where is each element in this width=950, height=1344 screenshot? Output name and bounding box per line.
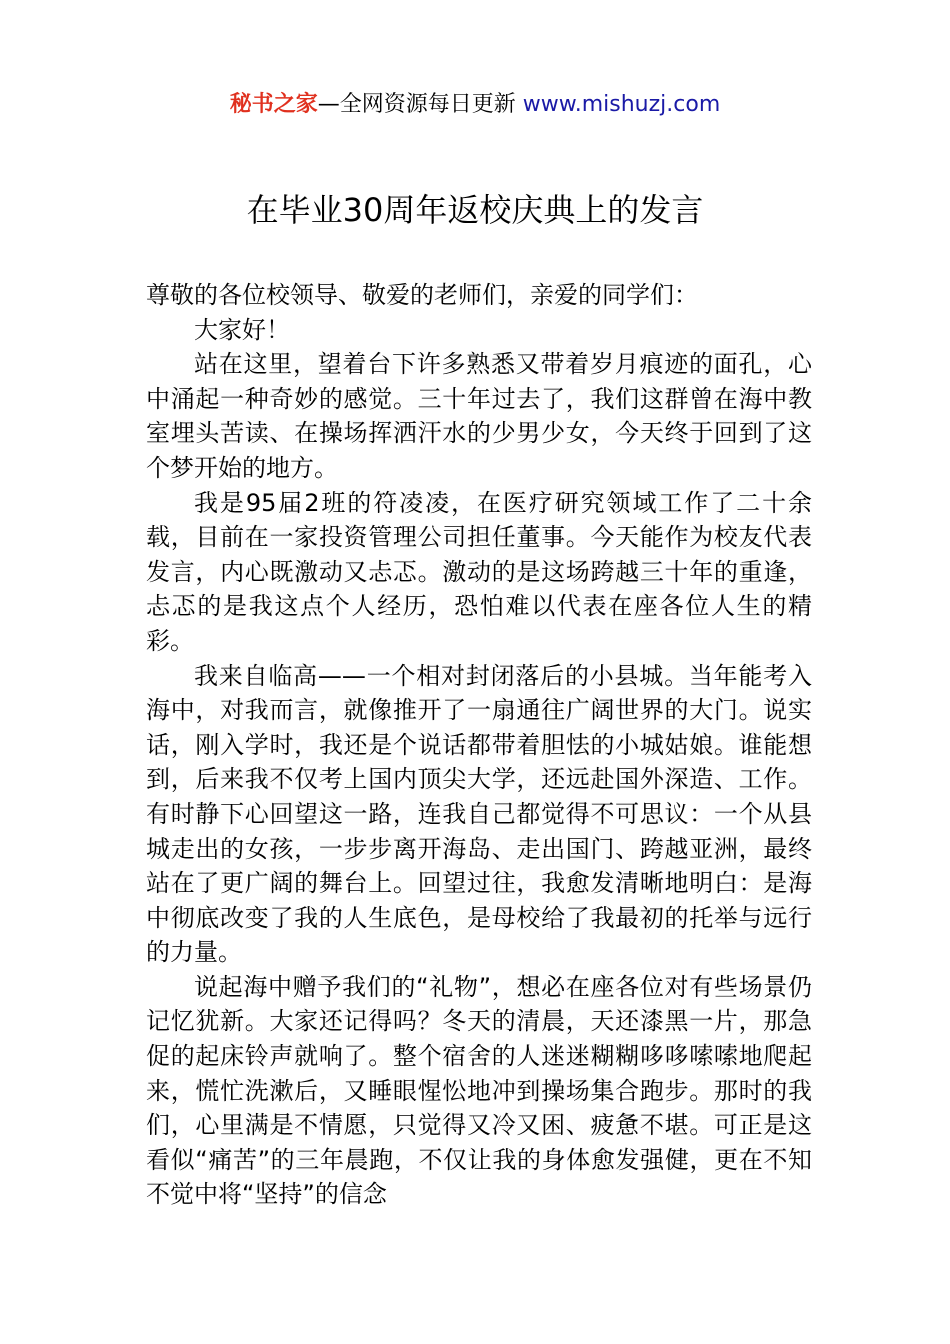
site-tagline: —全网资源每日更新: [317, 92, 516, 117]
paragraph: 站在这里，望着台下许多熟悉又带着岁月痕迹的面孔，心中涌起一种奇妙的感觉。三十年过去了，我们这群曾在海中教室埋头苦读、在操场挥洒汗水的少男少女，今天终于回到了这个梦开始的地方。: [146, 350, 812, 482]
paragraph: 我是95届2班的符凌凌，在医疗研究领域工作了二十余载，目前在一家投资管理公司担任董事。今天能作为校友代表发言，内心既激动又忐忑。激动的是这场跨越三十年的重逢，忐忑的是我这点个人经历，恐怕难以代表在座各位人生的精彩。: [146, 488, 812, 655]
paragraph: 我来自临高——一个相对封闭落后的小县城。当年能考入海中，对我而言，就像推开了一扇通往广阔世界的大门。说实话，刚入学时，我还是个说话都带着胆怯的小城姑娘。谁能想到，后来我不仅考上国内顶尖大学，还远赴国外深造、工作。有时静下心回望这一路，连我自己都觉得不可思议：一个从县城走出的女孩，一步步离开海岛、走出国门、跨越亚洲，最终站在了更广阔的舞台上。回望过往，我愈发清晰地明白：是海中彻底改变了我的人生底色，是母校给了我最初的托举与远行的力量。: [146, 661, 812, 967]
site-header: [0, 88, 950, 122]
document-body: [146, 278, 812, 1212]
site-brand: 秘书之家: [229, 92, 318, 117]
document-title: 在毕业30周年返校庆典上的发言: [246, 191, 704, 229]
site-url-link[interactable]: www.mishuzj.com: [522, 92, 721, 117]
paragraph: 说起海中赠予我们的“礼物”，想必在座各位对有些场景仍记忆犹新。大家还记得吗？冬天的清晨，天还漆黑一片，那急促的起床铃声就响了。整个宿舍的人迷迷糊糊哆哆嗦嗦地爬起来，慌忙洗漱后，又睡眼惺忪地冲到操场集合跑步。那时的我们，心里满是不情愿，只觉得又冷又困、疲惫不堪。可正是这看似“痛苦”的三年晨跑，不仅让我的身体愈发强健，更在不知不觉中将“坚持”的信念: [146, 972, 812, 1209]
salutation: 尊敬的各位校领导、敬爱的老师们，亲爱的同学们：: [146, 281, 698, 309]
paragraph-greeting: 大家好！: [194, 315, 290, 344]
